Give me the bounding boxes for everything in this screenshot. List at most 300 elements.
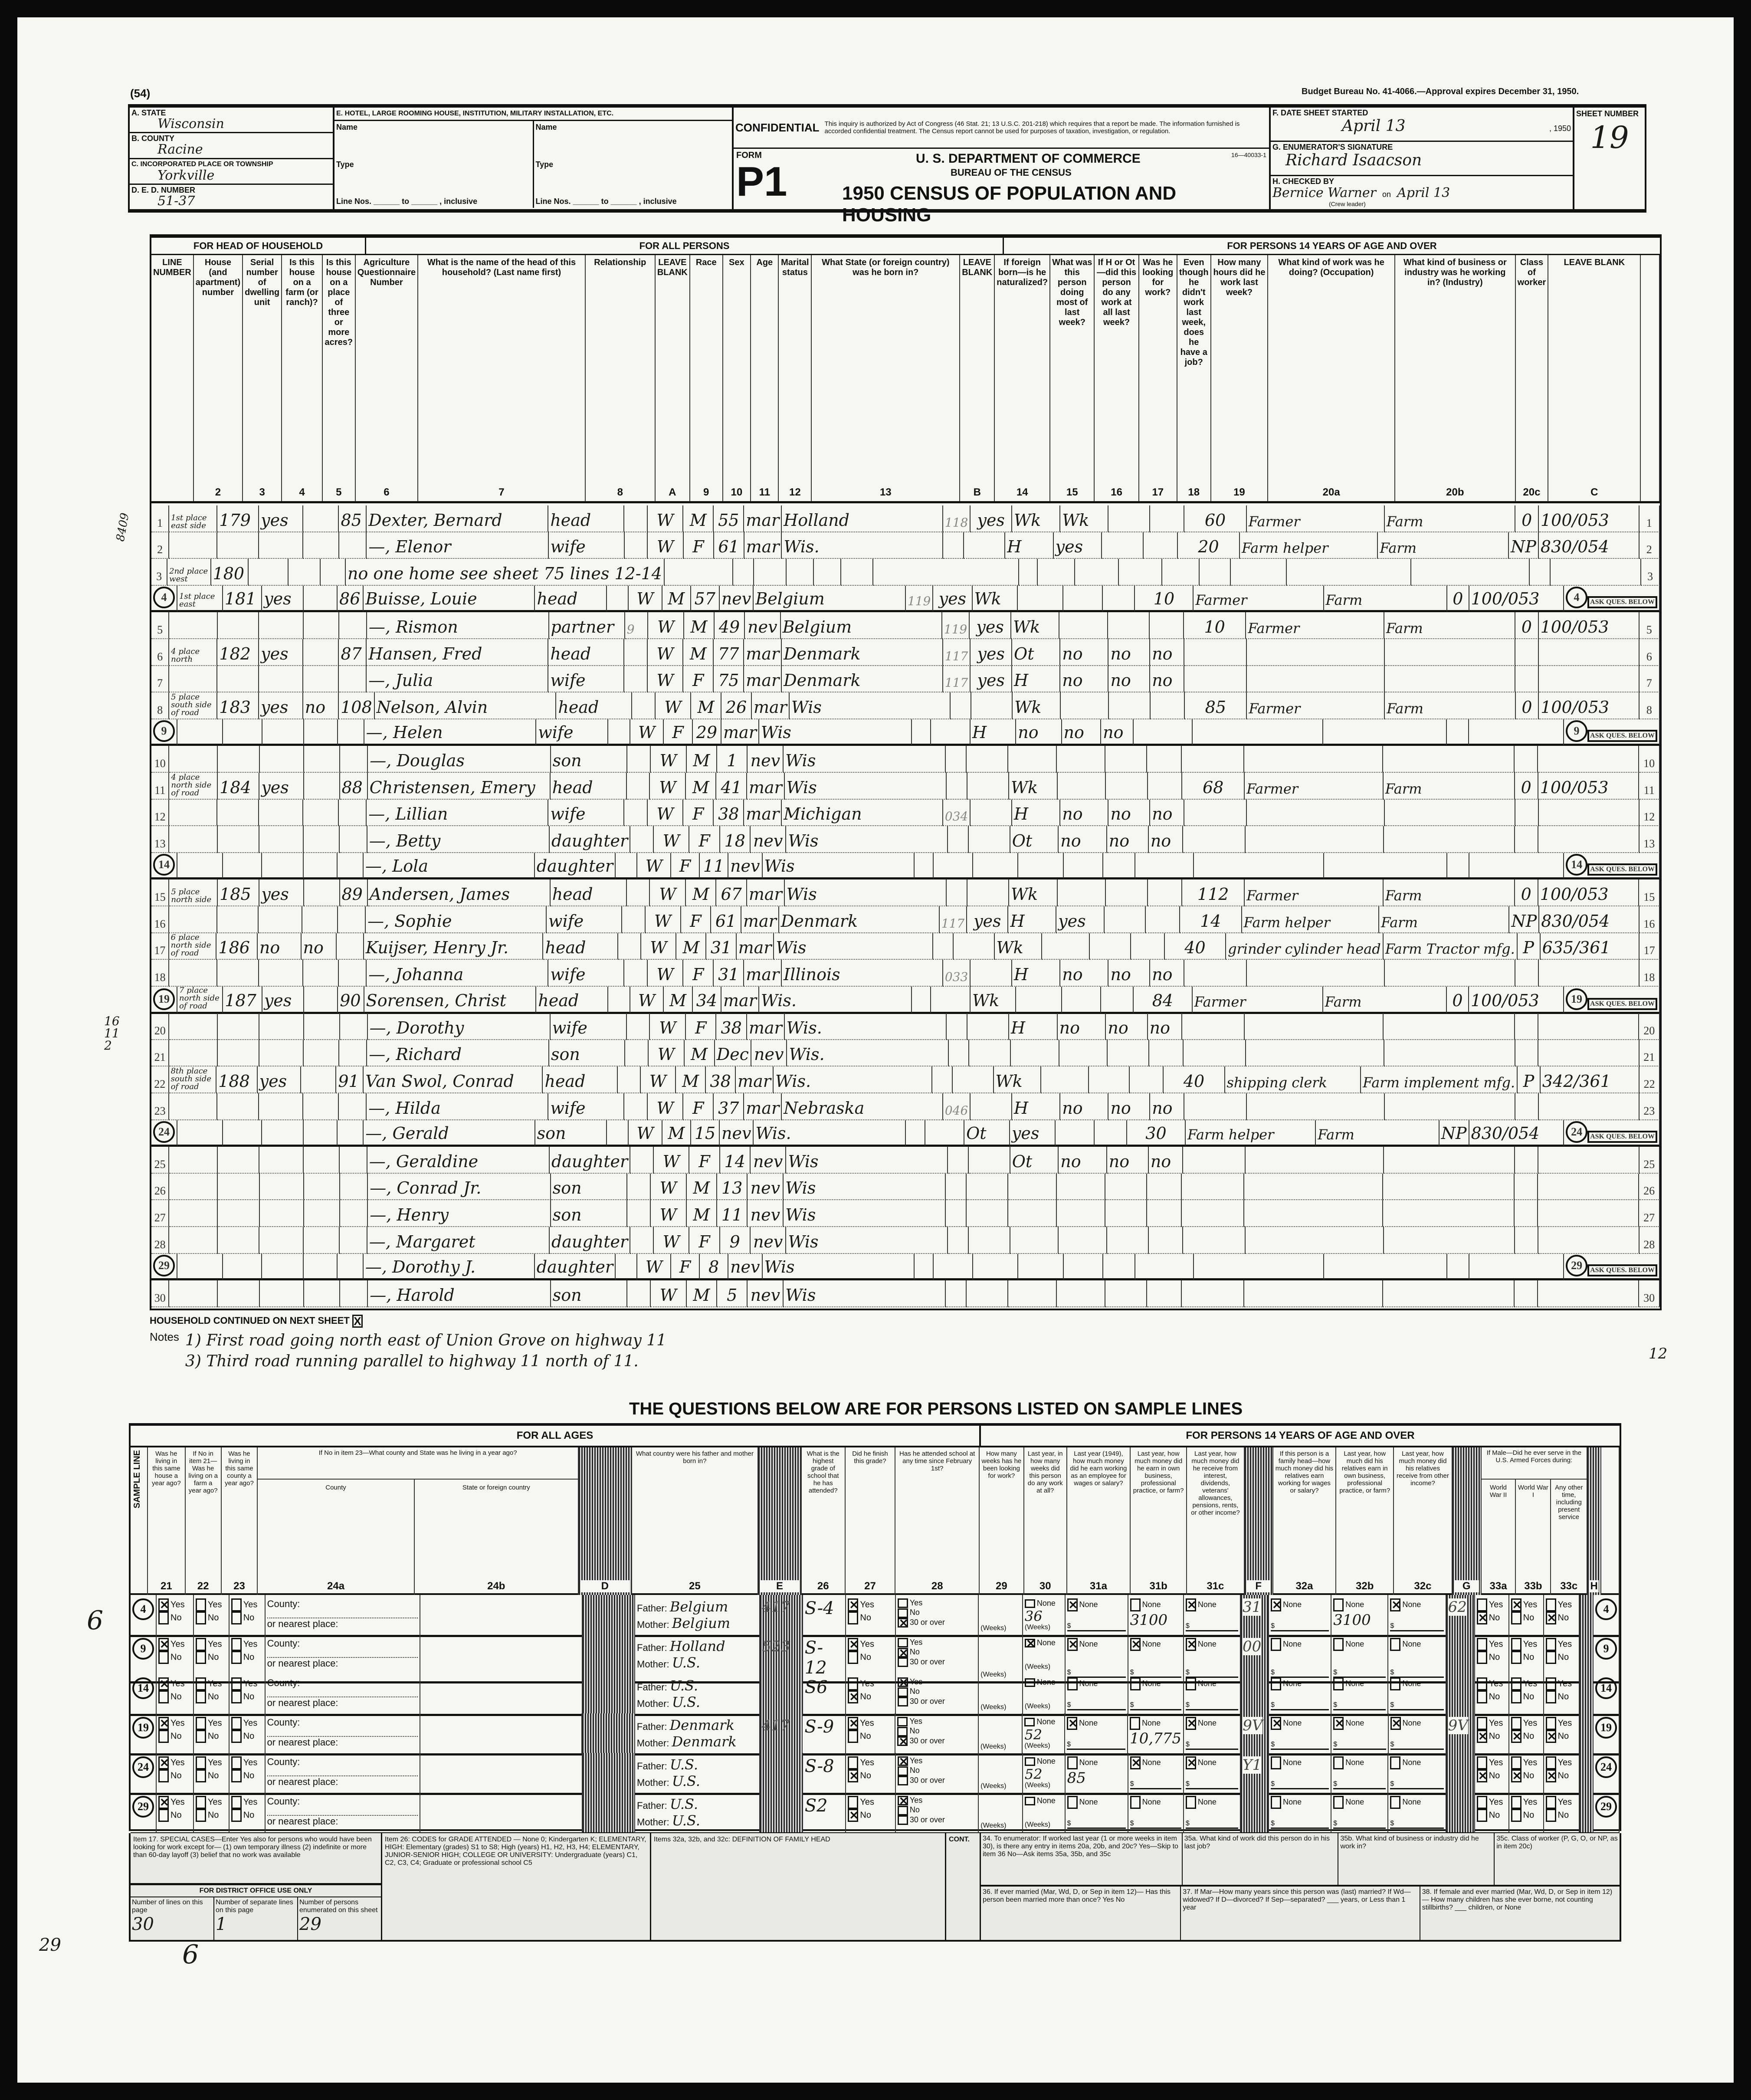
checkbox-yes[interactable] xyxy=(1511,1796,1521,1809)
checkbox-yes[interactable] xyxy=(196,1638,206,1651)
cell-place xyxy=(169,666,217,693)
q31a-cell[interactable]: ✕ None $ xyxy=(1066,1595,1128,1637)
q32a-cell[interactable]: None $ xyxy=(1269,1634,1331,1683)
cell-act: Wk xyxy=(973,586,1018,613)
q29-cell[interactable] xyxy=(979,1792,1023,1834)
q24a-cell[interactable] xyxy=(266,1713,420,1755)
checkbox-yes[interactable] xyxy=(1546,1717,1556,1730)
checkbox-no[interactable] xyxy=(158,1769,169,1782)
checkbox-no[interactable] xyxy=(231,1769,242,1782)
ed-label: D. E. D. NUMBER xyxy=(131,185,196,194)
checkbox-none[interactable] xyxy=(1025,1797,1035,1805)
checkbox-yes[interactable] xyxy=(231,1598,242,1611)
column-header-line-25 xyxy=(1641,255,1660,501)
checkbox-no[interactable] xyxy=(848,1611,858,1624)
checkbox-none[interactable]: ✕ xyxy=(1067,1598,1078,1611)
checkbox-no[interactable] xyxy=(1511,1690,1521,1703)
checkbox-yes[interactable] xyxy=(1477,1677,1487,1690)
checkbox-yes[interactable] xyxy=(196,1796,206,1809)
q33a-cell[interactable] xyxy=(1475,1713,1509,1755)
checkbox-30-or-over[interactable] xyxy=(898,1776,908,1785)
q22-cell[interactable] xyxy=(194,1792,230,1834)
checkbox-yes[interactable] xyxy=(1511,1638,1521,1651)
cell-hrs xyxy=(1182,1013,1245,1040)
checkbox-no[interactable] xyxy=(1511,1611,1521,1624)
q31b-cell[interactable] xyxy=(1128,1713,1184,1755)
q23-cell[interactable] xyxy=(230,1792,266,1834)
checkbox-none[interactable] xyxy=(1067,1756,1078,1769)
q32c-cell[interactable]: None $ xyxy=(1388,1674,1446,1716)
checkbox-yes[interactable] xyxy=(848,1796,858,1809)
cell-farm xyxy=(262,1254,304,1281)
checkbox-none[interactable]: ✕ xyxy=(1186,1638,1196,1651)
checkbox-none[interactable] xyxy=(1271,1638,1281,1651)
checkbox-no[interactable]: ✕ xyxy=(1477,1769,1487,1782)
checkbox-none[interactable] xyxy=(1067,1796,1078,1809)
q33b-cell[interactable] xyxy=(1509,1713,1544,1755)
checkbox-no[interactable] xyxy=(1546,1809,1556,1822)
q32c-cell[interactable]: None $ xyxy=(1388,1634,1446,1683)
q31c-cell[interactable]: ✕ None $ xyxy=(1184,1713,1241,1755)
sample-column-number: 28 xyxy=(897,1580,977,1592)
checkbox-no[interactable] xyxy=(848,1730,858,1743)
checkbox-label: None xyxy=(1079,1758,1098,1767)
checkbox-none[interactable]: ✕ xyxy=(1067,1638,1078,1651)
checkbox-30-or-over[interactable]: ✕ xyxy=(897,1736,908,1746)
checkbox-none[interactable]: ✕ xyxy=(1390,1598,1400,1611)
checkbox-none[interactable]: ✕ xyxy=(1390,1717,1401,1730)
q27-cell[interactable] xyxy=(846,1753,895,1795)
q33c-cell[interactable] xyxy=(1544,1792,1580,1834)
checkbox-no[interactable] xyxy=(158,1651,169,1664)
q31c-cell[interactable]: ✕ None $ xyxy=(1184,1753,1241,1795)
q32a-cell[interactable]: None $ xyxy=(1269,1753,1331,1795)
q31b-cell[interactable]: None $ xyxy=(1128,1674,1184,1716)
q31b-cell[interactable]: ✕ None $ xyxy=(1128,1753,1184,1795)
checkbox-30-or-over[interactable]: ✕ xyxy=(898,1618,908,1628)
checkbox-none[interactable] xyxy=(1390,1677,1400,1690)
checkbox-yes[interactable] xyxy=(231,1717,242,1730)
q24a-cell[interactable] xyxy=(266,1753,420,1795)
checkbox-no[interactable] xyxy=(231,1730,242,1743)
sample-column-header-21 xyxy=(148,1447,186,1595)
checkbox-yes[interactable] xyxy=(1477,1638,1487,1651)
q23-cell[interactable] xyxy=(230,1753,266,1795)
q28-cell[interactable] xyxy=(896,1753,979,1795)
checkbox-no[interactable] xyxy=(1477,1690,1487,1703)
checkbox-no[interactable]: ✕ xyxy=(898,1648,908,1657)
checkbox-none[interactable]: ✕ xyxy=(1025,1639,1035,1647)
county-label: County: xyxy=(267,1756,300,1767)
q24b-cell[interactable] xyxy=(420,1792,583,1834)
checkbox-no[interactable]: ✕ xyxy=(1546,1611,1556,1624)
cell-c16: no xyxy=(1016,719,1062,746)
checkbox-none[interactable] xyxy=(1130,1796,1141,1809)
q33c-cell[interactable] xyxy=(1544,1753,1580,1795)
checkbox-yes[interactable]: ✕ xyxy=(898,1677,908,1687)
cell-birth: Wis. xyxy=(759,987,912,1014)
q32b-cell[interactable]: None $ xyxy=(1331,1634,1388,1683)
checkbox-no[interactable] xyxy=(158,1690,169,1703)
cell-hrs: 84 xyxy=(1134,987,1192,1014)
sample-row xyxy=(131,1792,1620,1832)
checkbox-none[interactable] xyxy=(1271,1756,1281,1769)
checkbox-no[interactable] xyxy=(196,1730,206,1743)
line-number: 26 xyxy=(151,1174,169,1201)
checkbox-no[interactable] xyxy=(1546,1690,1556,1703)
q33b-cell[interactable] xyxy=(1509,1792,1544,1834)
cell-code: 100/053 xyxy=(1538,773,1640,800)
column-number: 8 xyxy=(617,486,623,498)
q29-cell[interactable] xyxy=(979,1713,1023,1755)
checkbox-yes[interactable]: ✕ xyxy=(158,1717,169,1730)
checkbox-none[interactable] xyxy=(1130,1598,1141,1611)
q33a-cell[interactable] xyxy=(1475,1753,1509,1795)
checkbox-none[interactable]: ✕ xyxy=(1271,1717,1281,1730)
checkbox-none[interactable]: ✕ xyxy=(1130,1756,1141,1769)
q31a-cell[interactable]: None $ xyxy=(1066,1674,1128,1716)
q33c-cell[interactable] xyxy=(1544,1713,1580,1755)
checkbox-none[interactable] xyxy=(1186,1796,1196,1809)
q31a-cell[interactable]: ✕ None $ xyxy=(1066,1634,1128,1683)
checkbox-no[interactable]: ✕ xyxy=(848,1809,858,1822)
checkbox-no[interactable]: ✕ xyxy=(848,1690,858,1703)
q31c-cell[interactable]: None $ xyxy=(1184,1674,1241,1716)
continued-label: CONT. xyxy=(946,1833,981,1940)
line-number: 2 xyxy=(151,532,169,559)
checkbox-none[interactable]: ✕ xyxy=(1067,1717,1077,1730)
q33a-cell[interactable] xyxy=(1475,1674,1509,1716)
checkbox-label: No xyxy=(171,1692,182,1702)
checkbox-no[interactable] xyxy=(196,1651,206,1664)
checkbox-yes[interactable] xyxy=(196,1756,206,1769)
q32b-cell[interactable] xyxy=(1331,1595,1388,1637)
checkbox-yes[interactable] xyxy=(848,1756,858,1769)
q27-cell[interactable] xyxy=(846,1792,895,1834)
checkbox-label: None xyxy=(1079,1679,1098,1688)
cell-age: 38 xyxy=(714,800,744,827)
checkbox-none[interactable] xyxy=(1130,1717,1140,1730)
q30-cell[interactable] xyxy=(1023,1674,1066,1716)
cell-c17: no xyxy=(1108,666,1150,693)
cell-a: 9 xyxy=(625,612,649,639)
q22-cell[interactable] xyxy=(194,1713,230,1755)
checkbox-yes[interactable]: ✕ xyxy=(158,1598,169,1611)
q22-cell[interactable] xyxy=(194,1753,230,1795)
q23-cell[interactable] xyxy=(230,1595,266,1637)
checkbox-none[interactable] xyxy=(1271,1677,1281,1690)
checkbox-no[interactable] xyxy=(158,1809,169,1822)
cell-race: W xyxy=(646,906,681,933)
checkbox-yes[interactable] xyxy=(1546,1756,1556,1769)
checkbox-label: No xyxy=(909,1726,920,1736)
q24b-cell[interactable] xyxy=(420,1674,583,1716)
checkbox-none[interactable] xyxy=(1333,1796,1344,1809)
checkbox-no[interactable]: ✕ xyxy=(1511,1769,1521,1782)
cell-cls: 0 xyxy=(1516,692,1539,719)
q24a-cell[interactable] xyxy=(266,1595,420,1637)
checkbox-no[interactable] xyxy=(1511,1651,1521,1664)
checkbox-yes[interactable]: ✕ xyxy=(158,1796,169,1809)
cell-code: 830/054 xyxy=(1539,532,1640,559)
q29-cell[interactable] xyxy=(979,1595,1023,1637)
checkbox-none[interactable] xyxy=(1271,1796,1281,1809)
checkbox-yes[interactable] xyxy=(1546,1796,1556,1809)
checkbox-no[interactable] xyxy=(898,1766,908,1776)
checkbox-yes[interactable] xyxy=(231,1677,242,1690)
q31b-cell[interactable]: None $ xyxy=(1128,1792,1184,1834)
checkbox-none[interactable]: ✕ xyxy=(1271,1598,1281,1611)
q21-cell[interactable] xyxy=(157,1595,194,1637)
cell-age: 55 xyxy=(714,505,744,532)
confidential-label: CONFIDENTIAL xyxy=(735,121,820,134)
checkbox-none[interactable] xyxy=(1025,1757,1035,1766)
q23-cell[interactable] xyxy=(230,1713,266,1755)
checkbox-none[interactable] xyxy=(1333,1756,1344,1769)
q22-cell[interactable] xyxy=(194,1674,230,1716)
checkbox-none[interactable] xyxy=(1390,1638,1400,1651)
cell-act xyxy=(1008,746,1057,773)
cell-occ xyxy=(1247,1093,1385,1120)
checkbox-yes[interactable] xyxy=(898,1638,908,1647)
checkbox-yes[interactable] xyxy=(196,1677,206,1690)
checkbox-yes[interactable] xyxy=(897,1717,908,1726)
q33b-cell[interactable] xyxy=(1509,1595,1544,1637)
checkbox-yes[interactable] xyxy=(231,1796,242,1809)
household-continued-checkbox[interactable]: X xyxy=(352,1315,363,1328)
checkbox-no[interactable]: ✕ xyxy=(848,1769,858,1782)
q31a-cell[interactable]: None $ xyxy=(1066,1792,1128,1834)
q30-cell[interactable] xyxy=(1023,1753,1066,1795)
checkbox-yes[interactable] xyxy=(1477,1717,1487,1730)
sample-line-marker: 4 xyxy=(1595,1598,1617,1620)
checkbox-none[interactable] xyxy=(1186,1677,1196,1690)
sample-question: Any other time, including present service xyxy=(1555,1484,1583,1521)
cell-farm xyxy=(260,1174,305,1201)
sample-line-number xyxy=(131,1792,157,1834)
leave-blank-h xyxy=(1580,1595,1594,1637)
checkbox-no[interactable] xyxy=(231,1651,242,1664)
code-e: 523 xyxy=(762,1638,790,1655)
question-35c: 35c. Class of worker (P, G, O, or NP, as in item 20c) xyxy=(1496,1835,1618,1850)
q33b-cell[interactable] xyxy=(1509,1674,1544,1716)
mother-birthplace: U.S. xyxy=(672,1812,700,1829)
checkbox-none[interactable]: ✕ xyxy=(1186,1717,1196,1730)
cell-occ xyxy=(1247,639,1385,666)
state-label: A. STATE xyxy=(131,108,166,117)
q32c-cell[interactable]: ✕ None $ xyxy=(1388,1595,1446,1637)
cell-birth: Wis. xyxy=(782,532,943,559)
cell-age: 9 xyxy=(720,1227,751,1254)
q21-cell[interactable] xyxy=(157,1674,194,1716)
q22-cell[interactable] xyxy=(194,1595,230,1637)
q27-cell[interactable] xyxy=(846,1713,895,1755)
q32a-cell[interactable]: ✕ None $ xyxy=(1269,1595,1331,1637)
q28-cell[interactable] xyxy=(896,1792,979,1834)
checkbox-30-or-over[interactable] xyxy=(898,1697,908,1706)
q32b-cell[interactable]: None $ xyxy=(1331,1753,1388,1795)
checkbox-none[interactable] xyxy=(1025,1599,1035,1608)
checkbox-none[interactable] xyxy=(1025,1678,1035,1687)
checkbox-no[interactable] xyxy=(898,1687,908,1697)
checkbox-yes[interactable] xyxy=(1511,1756,1521,1769)
cell-race: W xyxy=(648,666,683,693)
checkbox-no[interactable] xyxy=(231,1611,242,1624)
q33b-cell[interactable] xyxy=(1509,1753,1544,1795)
q27-cell[interactable] xyxy=(846,1674,895,1716)
checkbox-label: Yes xyxy=(1523,1679,1538,1689)
checkbox-30-or-over[interactable] xyxy=(898,1657,908,1667)
q31a-cell[interactable] xyxy=(1066,1753,1128,1795)
q31c-cell[interactable]: None $ xyxy=(1184,1792,1241,1834)
checkbox-no[interactable] xyxy=(231,1809,242,1822)
q31b-cell[interactable] xyxy=(1128,1595,1184,1637)
checkbox-yes[interactable]: ✕ xyxy=(158,1756,169,1769)
q29-cell[interactable] xyxy=(979,1753,1023,1795)
q32a-cell[interactable]: ✕ None $ xyxy=(1269,1713,1331,1755)
checkbox-no[interactable] xyxy=(1546,1651,1556,1664)
q33c-cell[interactable] xyxy=(1544,1674,1580,1716)
checkbox-no[interactable]: ✕ xyxy=(1546,1730,1556,1743)
checkbox-none[interactable] xyxy=(1067,1677,1078,1690)
checkbox-yes[interactable] xyxy=(231,1756,242,1769)
checkbox-no[interactable]: ✕ xyxy=(1511,1730,1521,1743)
checkbox-none[interactable] xyxy=(1130,1677,1141,1690)
checkbox-yes[interactable] xyxy=(1546,1598,1556,1611)
q28-cell[interactable] xyxy=(896,1674,979,1716)
checkbox-yes[interactable] xyxy=(1477,1756,1487,1769)
checkbox-yes[interactable] xyxy=(898,1598,908,1608)
q29-cell[interactable] xyxy=(979,1674,1023,1716)
q33a-cell[interactable] xyxy=(1475,1792,1509,1834)
q31c-cell[interactable]: ✕ None $ xyxy=(1184,1595,1241,1637)
column-header-20b xyxy=(1395,255,1516,501)
checkbox-no[interactable]: ✕ xyxy=(1546,1769,1556,1782)
checkbox-none[interactable]: ✕ xyxy=(1186,1598,1196,1611)
checkbox-no[interactable] xyxy=(196,1690,206,1703)
checkbox-no[interactable] xyxy=(1477,1809,1487,1822)
checkbox-yes[interactable]: ✕ xyxy=(898,1796,908,1805)
checkbox-yes[interactable]: ✕ xyxy=(158,1677,169,1690)
q24b-cell[interactable] xyxy=(420,1753,583,1795)
checkbox-yes[interactable]: ✕ xyxy=(898,1756,908,1766)
cell-hrs: 85 xyxy=(1185,692,1247,719)
checkbox-no[interactable] xyxy=(848,1651,858,1664)
q32c-cell[interactable]: None $ xyxy=(1388,1792,1446,1834)
cell-cls: P xyxy=(1518,1066,1541,1093)
q24b-cell[interactable] xyxy=(420,1595,583,1637)
father-birthplace: U.S. xyxy=(669,1677,698,1694)
checkbox-no[interactable] xyxy=(158,1611,169,1624)
checkbox-yes[interactable]: ✕ xyxy=(848,1717,858,1730)
checkbox-no[interactable]: ✕ xyxy=(1477,1730,1487,1743)
cell-rel: wife xyxy=(536,719,608,746)
checkbox-yes[interactable]: ✕ xyxy=(158,1638,169,1651)
checkbox-no[interactable]: ✕ xyxy=(1477,1611,1487,1624)
checkbox-yes[interactable] xyxy=(196,1598,206,1611)
q21-cell[interactable] xyxy=(157,1713,194,1755)
checkbox-no[interactable] xyxy=(1511,1809,1521,1822)
q24b-cell[interactable] xyxy=(420,1713,583,1755)
checkbox-none[interactable]: ✕ xyxy=(1130,1638,1141,1651)
checkbox-yes[interactable]: ✕ xyxy=(1511,1598,1521,1611)
cell-serial xyxy=(218,746,259,773)
checkbox-no[interactable] xyxy=(196,1769,206,1782)
checkbox-yes[interactable] xyxy=(848,1677,858,1690)
checkbox-yes[interactable] xyxy=(1477,1598,1487,1611)
checkbox-none[interactable] xyxy=(1333,1638,1344,1651)
checkbox-no[interactable] xyxy=(196,1809,206,1822)
checkbox-none[interactable] xyxy=(1333,1677,1344,1690)
q32b-cell[interactable]: None $ xyxy=(1331,1792,1388,1834)
q24a-cell[interactable] xyxy=(266,1674,420,1716)
q23-cell[interactable] xyxy=(230,1674,266,1716)
q32c-cell[interactable]: ✕ None $ xyxy=(1389,1713,1446,1755)
q32a-cell[interactable]: None $ xyxy=(1269,1674,1331,1716)
q31b-cell[interactable]: ✕ None $ xyxy=(1128,1634,1184,1683)
checkbox-none[interactable] xyxy=(1333,1598,1344,1611)
cell-ind xyxy=(1385,800,1516,827)
checkbox-yes[interactable] xyxy=(196,1717,206,1730)
q32b-cell[interactable]: ✕ None $ xyxy=(1331,1713,1388,1755)
checkbox-yes[interactable]: ✕ xyxy=(848,1638,858,1651)
checkbox-yes[interactable] xyxy=(1546,1677,1556,1690)
checkbox-none[interactable] xyxy=(1390,1796,1400,1809)
checkbox-yes[interactable] xyxy=(1477,1796,1487,1809)
sample-question: Was he living in this same house a year ago? xyxy=(151,1450,181,1487)
population-table xyxy=(150,234,1662,1310)
checkbox-yes[interactable] xyxy=(1511,1717,1521,1730)
checkbox-no[interactable] xyxy=(231,1690,242,1703)
q33c-cell[interactable] xyxy=(1544,1595,1580,1637)
q32b-cell[interactable]: None $ xyxy=(1331,1674,1388,1716)
checkbox-no[interactable] xyxy=(196,1611,206,1624)
checkbox-none[interactable]: ✕ xyxy=(1186,1756,1196,1769)
q21-cell[interactable] xyxy=(157,1792,194,1834)
checkbox-yes[interactable] xyxy=(231,1638,242,1651)
q21-cell[interactable] xyxy=(157,1753,194,1795)
q31a-cell[interactable]: ✕ None $ xyxy=(1065,1713,1128,1755)
checkbox-label: None xyxy=(1402,1758,1421,1767)
q27-cell[interactable] xyxy=(846,1595,895,1637)
checkbox-none[interactable] xyxy=(1024,1718,1035,1726)
cell-birth: Michigan xyxy=(782,800,943,827)
checkbox-no[interactable] xyxy=(898,1806,908,1815)
checkbox-none[interactable]: ✕ xyxy=(1333,1717,1344,1730)
q30-cell[interactable] xyxy=(1023,1595,1066,1637)
q28-cell[interactable] xyxy=(896,1595,979,1637)
checkbox-no[interactable] xyxy=(1477,1651,1487,1664)
q33a-cell[interactable] xyxy=(1475,1595,1509,1637)
checkbox-label: Yes xyxy=(1558,1797,1572,1807)
q28-cell[interactable] xyxy=(895,1713,978,1755)
checkbox-yes[interactable]: ✕ xyxy=(848,1598,858,1611)
checkbox-yes[interactable] xyxy=(1546,1638,1556,1651)
q30-cell[interactable] xyxy=(1023,1792,1066,1834)
checkbox-30-or-over[interactable] xyxy=(898,1815,908,1825)
q30-cell[interactable] xyxy=(1023,1713,1065,1755)
q32a-cell[interactable]: None $ xyxy=(1269,1792,1331,1834)
checkbox-yes[interactable] xyxy=(1511,1677,1521,1690)
q32c-cell[interactable]: None $ xyxy=(1388,1753,1446,1795)
q31c-cell[interactable]: ✕ None $ xyxy=(1184,1634,1241,1683)
leave-blank-d xyxy=(583,1753,635,1795)
checkbox-label: Yes xyxy=(860,1718,874,1728)
cell-place xyxy=(177,1254,223,1281)
q24a-cell[interactable] xyxy=(266,1792,420,1834)
checkbox-none[interactable] xyxy=(1390,1756,1400,1769)
checkbox-no[interactable] xyxy=(158,1730,169,1743)
